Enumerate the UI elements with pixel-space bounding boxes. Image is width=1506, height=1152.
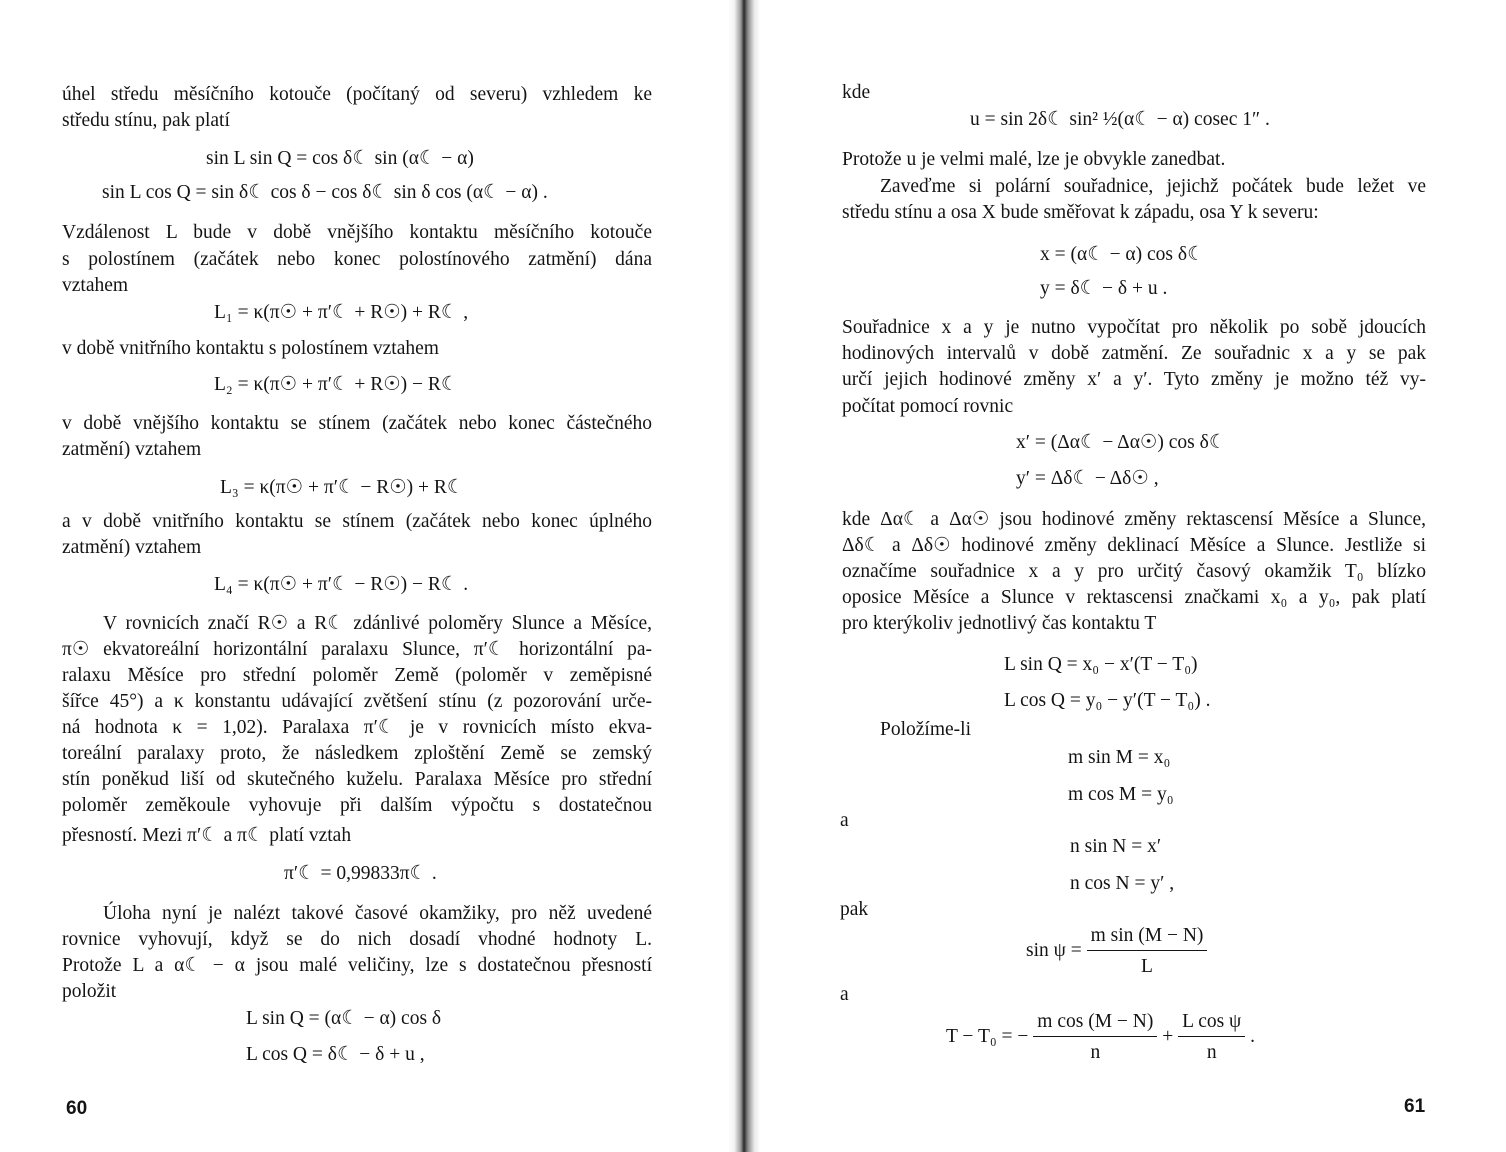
text-line: kde xyxy=(842,82,871,103)
numerator: L cos ψ xyxy=(1178,1010,1245,1037)
text-line: π☉ ekvatoreální horizontální paralaxu Slunce, π′☾ horizontální pa- xyxy=(62,639,652,660)
equation: u = sin 2δ☾ sin² ½(α☾ − α) cosec 1″ . xyxy=(970,109,1270,130)
denominator: n xyxy=(1090,1042,1101,1063)
text-line: počítat pomocí rovnic xyxy=(842,396,1014,417)
text-line: Zaveďme si polární souřadnice, jejichž počátek bude ležet ve xyxy=(880,176,1426,197)
text-line: zatmění) vztahem xyxy=(62,439,202,460)
eq-lhs: T − T₀ = − xyxy=(946,1025,1029,1047)
equation-sin-psi xyxy=(1026,924,1207,979)
text-line: poloměr zeměkoule vyhovuje při dalším výpočtu s dostatečnou xyxy=(62,795,652,816)
text-line: v době vnitřního kontaktu s polostínem vztahem xyxy=(62,338,439,359)
text-line: přesností. Mezi π′☾ a π☾ platí vztah xyxy=(62,825,352,846)
text-line: s polostínem (začátek nebo konec polostínového zatmění) dána xyxy=(62,249,652,270)
text-line: ralaxu Měsíce pro střední poloměr Země (poloměr v zeměpisné xyxy=(62,665,652,686)
equation: L₃ = κ(π☉ + π′☾ − R☉) + R☾ xyxy=(220,477,465,498)
equation: L cos Q = δ☾ − δ + u , xyxy=(246,1044,425,1065)
numerator: m cos (M − N) xyxy=(1033,1010,1157,1037)
text-line: středu stínu, pak platí xyxy=(62,110,230,131)
text-line: toreální paralaxy proto, že následkem zploštění Země se zemský xyxy=(62,743,652,764)
text-line: pro kterýkoliv jednotlivý čas kontaktu T xyxy=(842,613,1157,634)
equation: sin L cos Q = sin δ☾ cos δ − cos δ☾ sin δ cos (α☾ − α) . xyxy=(102,182,548,203)
text-line: a xyxy=(840,810,849,831)
text-line: kde Δα☾ a Δα☉ jsou hodinové změny rektascensí Měsíce a Slunce, xyxy=(842,509,1426,530)
numerator: m sin (M − N) xyxy=(1087,924,1208,951)
equation: L₂ = κ(π☉ + π′☾ + R☉) − R☾ xyxy=(214,374,459,395)
text-line: položit xyxy=(62,981,117,1002)
fraction xyxy=(1033,1010,1157,1065)
equation: L sin Q = x₀ − x′(T − T₀) xyxy=(1004,654,1198,675)
text-line: šířce 45°) a κ konstantu udávající zvětšení stínu (z pozorování urče- xyxy=(62,691,652,712)
equation: m sin M = x₀ xyxy=(1068,747,1171,768)
equation: L₄ = κ(π☉ + π′☾ − R☉) − R☾ . xyxy=(214,574,469,595)
text-line: ná hodnota κ = 1,02). Paralaxa π′☾ je v rovnicích místo ekva- xyxy=(62,717,652,738)
text-line: Vzdálenost L bude v době vnějšího kontaktu měsíčního kotouče xyxy=(62,222,652,243)
text-line: Položíme-li xyxy=(880,719,971,740)
text-line: hodinových intervalů v době zatmění. Ze souřadnic x a y se pak xyxy=(842,343,1426,364)
text-line: úhel středu měsíčního kotouče (počítaný od severu) vzhledem ke xyxy=(62,84,652,105)
fraction xyxy=(1178,1010,1245,1065)
equation-T xyxy=(946,1010,1255,1065)
text-line: a v době vnitřního kontaktu se stínem (začátek nebo konec úplného xyxy=(62,511,652,532)
text-line: rovnice vyhovují, když se do nich dosadí vhodné hodnoty L. xyxy=(62,929,652,950)
equation: m cos M = y₀ xyxy=(1068,784,1174,805)
text-line: pak xyxy=(840,899,869,920)
left-page xyxy=(0,0,735,1152)
text-line: v době vnějšího kontaktu se stínem (začátek nebo konec částečného xyxy=(62,413,652,434)
equation: n sin N = x′ xyxy=(1070,836,1162,857)
text-line: Δδ☾ a Δδ☉ hodinové změny deklinací Měsíce a Slunce. Jestliže si xyxy=(842,535,1426,556)
page-number: 61 xyxy=(1404,1096,1426,1117)
eq-lhs: sin ψ = xyxy=(1026,939,1082,961)
text-line: V rovnicích značí R☉ a R☾ zdánlivé poloměry Slunce a Měsíce, xyxy=(103,613,652,634)
text-line: označíme souřadnice x a y pro určitý časový okamžik T₀ blízko xyxy=(842,561,1426,582)
equation: π′☾ = 0,99833π☾ . xyxy=(284,863,437,884)
denominator: L xyxy=(1141,956,1153,977)
equation: L cos Q = y₀ − y′(T − T₀) . xyxy=(1004,690,1211,711)
equation: x′ = (Δα☾ − Δα☉) cos δ☾ xyxy=(1016,432,1227,453)
equation: y = δ☾ − δ + u . xyxy=(1040,278,1168,299)
right-page xyxy=(760,0,1506,1152)
text-line: vztahem xyxy=(62,275,129,296)
equation: x = (α☾ − α) cos δ☾ xyxy=(1040,244,1205,265)
fraction xyxy=(1087,924,1208,979)
text-line: Protože L a α☾ − α jsou malé veličiny, lze s dostatečnou přesností xyxy=(62,955,652,976)
text-line: Souřadnice x a y je nutno vypočítat pro několik po sobě jdoucích xyxy=(842,317,1426,338)
equation: L sin Q = (α☾ − α) cos δ xyxy=(246,1008,442,1029)
text-line: stín poněkud liší od skutečného kuželu. Paralaxa Měsíce pro střední xyxy=(62,769,652,790)
period: . xyxy=(1250,1025,1256,1047)
text-line: Úloha nyní je nalézt takové časové okamžiky, pro něž uvedené xyxy=(103,903,652,924)
text-line: určí jejich hodinové změny x′ a y′. Tyto změny je možno též vy- xyxy=(842,369,1426,390)
plus-sign: + xyxy=(1162,1025,1174,1047)
text-line: Protože u je velmi malé, lze je obvykle zanedbat. xyxy=(842,149,1226,170)
equation: L₁ = κ(π☉ + π′☾ + R☉) + R☾ , xyxy=(214,302,469,323)
equation: sin L sin Q = cos δ☾ sin (α☾ − α) xyxy=(206,148,474,169)
text-line: a xyxy=(840,984,849,1005)
equation: n cos N = y′ , xyxy=(1070,873,1175,894)
equation: y′ = Δδ☾ − Δδ☉ , xyxy=(1016,468,1159,489)
denominator: n xyxy=(1206,1042,1217,1063)
text-line: zatmění) vztahem xyxy=(62,537,202,558)
text-line: středu stínu a osa X bude směřovat k západu, osa Y k severu: xyxy=(842,202,1319,223)
text-line: oposice Měsíce a Slunce v rektascensi značkami x₀ a y₀, pak platí xyxy=(842,587,1426,608)
page-number: 60 xyxy=(66,1098,88,1119)
